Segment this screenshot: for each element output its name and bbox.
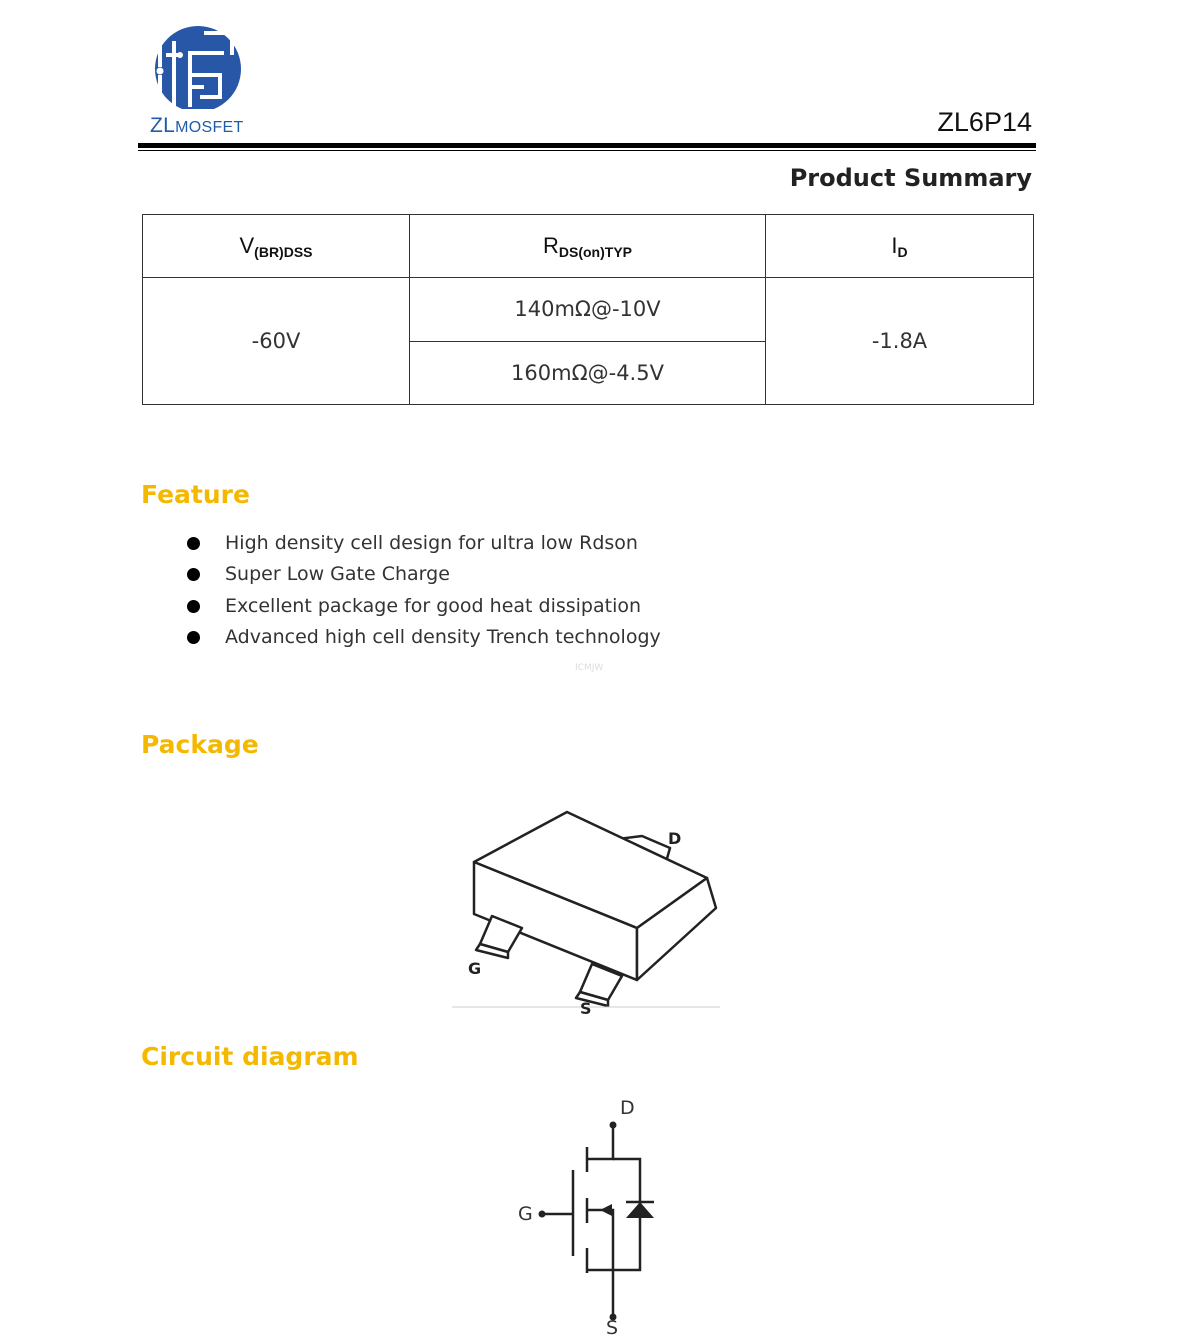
header-id: $I_D$ — [766, 215, 1034, 278]
feature-heading: Feature — [141, 480, 250, 509]
feature-list — [185, 530, 661, 655]
pin-g-label: G — [518, 1203, 533, 1225]
header-vbrdss: $V_{(BR)DSS}$ — [143, 215, 410, 278]
value-rdson-10v: 140mΩ@-10V — [410, 278, 766, 341]
bullet-icon — [187, 537, 200, 550]
header-rdson: $R_{DS(on)TYP}$ — [410, 215, 766, 278]
list-item: Super Low Gate Charge — [185, 561, 661, 592]
pmos-circuit-symbol — [510, 1090, 680, 1335]
sot23-package-drawing — [452, 810, 724, 1022]
bullet-icon — [187, 631, 200, 644]
value-id: -1.8A — [766, 278, 1034, 405]
header-rule-thin — [138, 150, 1036, 151]
package-heading: Package — [141, 730, 259, 759]
pin-s-label: S — [580, 999, 592, 1018]
value-rdson-4v5: 160mΩ@-4.5V — [410, 341, 766, 404]
part-number: ZL6P14 — [937, 107, 1032, 137]
circuit-heading: Circuit diagram — [141, 1042, 359, 1071]
watermark: ICMJW — [575, 663, 604, 673]
pin-d-label: D — [620, 1097, 635, 1119]
pin-d-label: D — [668, 829, 682, 848]
value-vbrdss: -60V — [143, 278, 410, 405]
bullet-icon — [187, 568, 200, 581]
bullet-icon — [187, 600, 200, 613]
list-item: Advanced high cell density Trench technology — [185, 624, 661, 655]
product-summary-table — [142, 214, 1034, 405]
pin-s-label: S — [606, 1317, 619, 1335]
list-item: High density cell design for ultra low Rdson — [185, 530, 661, 561]
zlmosfet-logo — [150, 25, 246, 109]
header-rule — [138, 143, 1036, 148]
product-summary-title: Product Summary — [789, 164, 1032, 192]
pin-g-label: G — [468, 959, 482, 978]
brand-name: ZLMOSFET — [150, 114, 244, 137]
list-item: Excellent package for good heat dissipation — [185, 593, 661, 624]
